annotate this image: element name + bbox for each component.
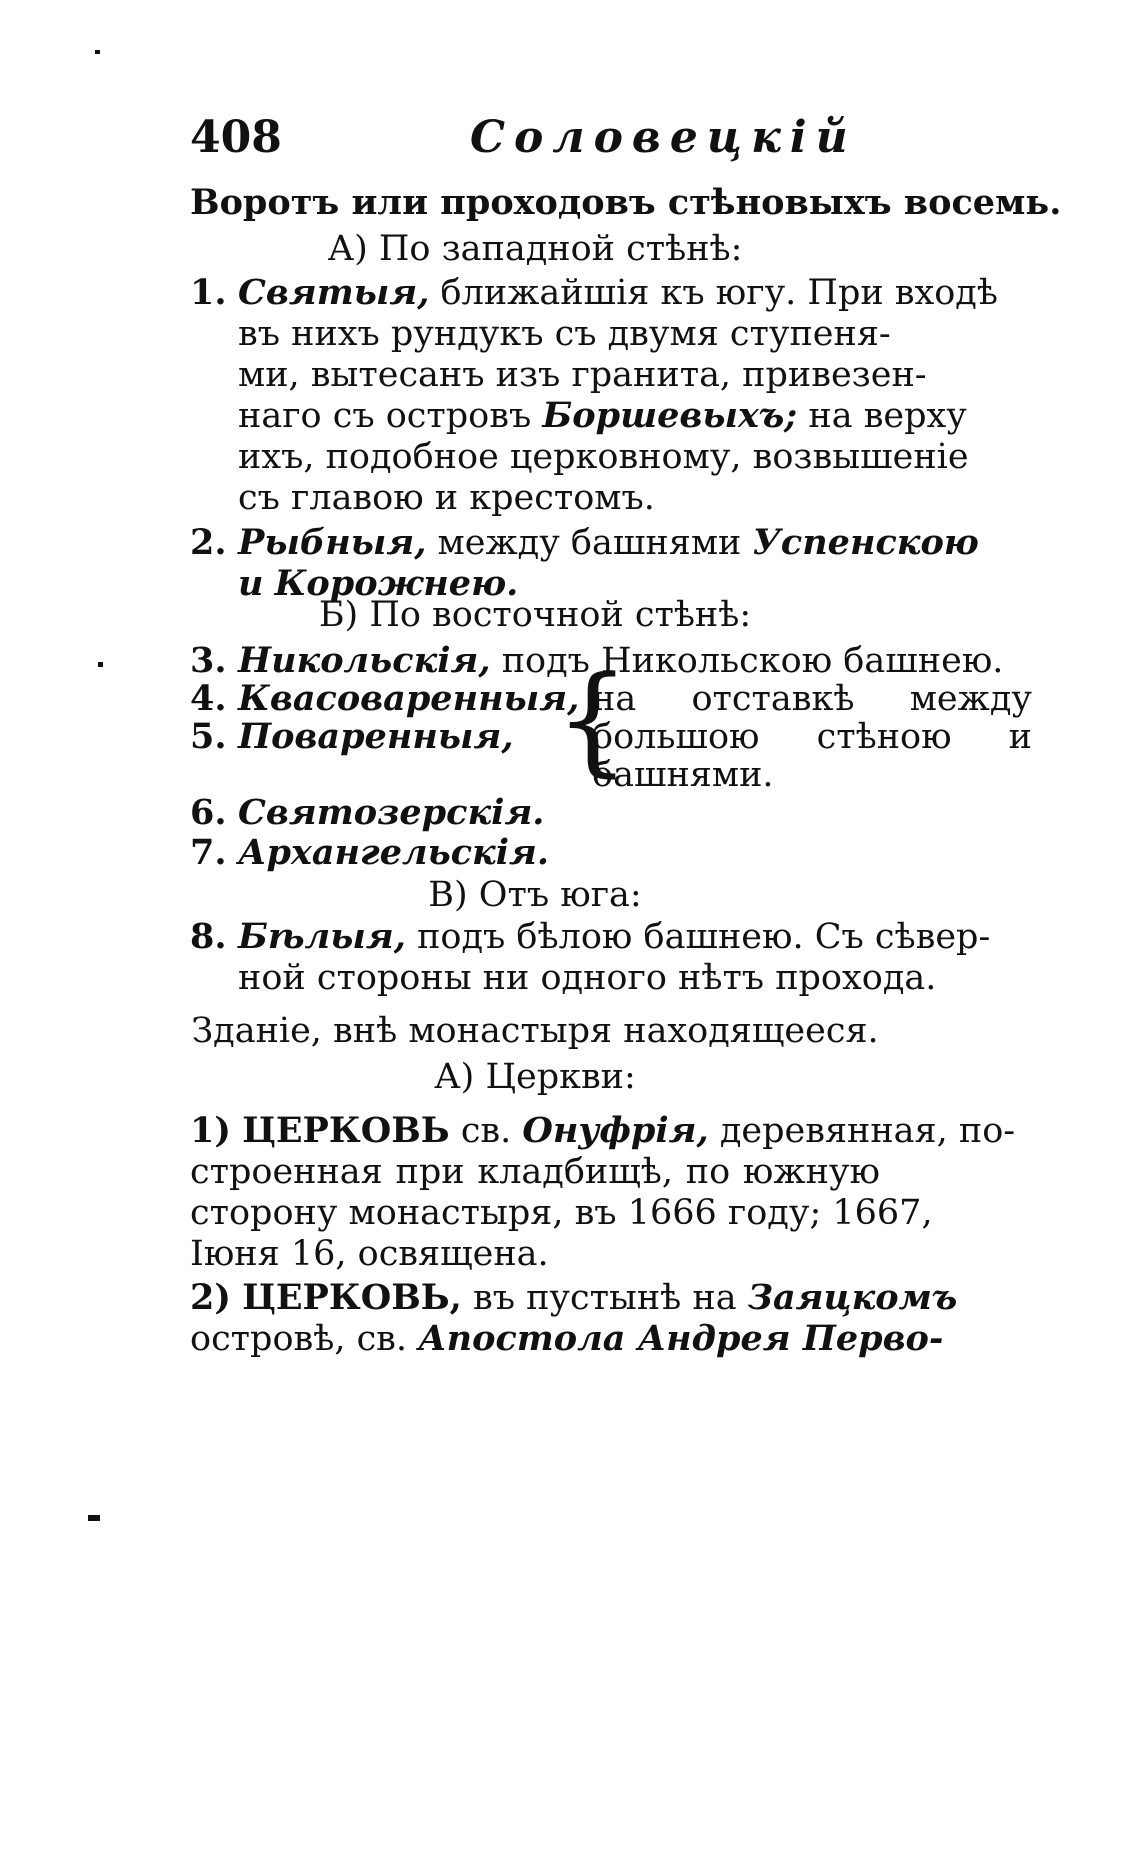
item-number: 4. xyxy=(190,678,227,719)
item-text: ближайшiя къ югу. При входѣ xyxy=(440,273,998,313)
gate-name: Поваренныя, xyxy=(238,716,514,757)
item-text-line: ной стороны ни одного нѣтъ прохода. xyxy=(238,958,937,998)
item-text-line xyxy=(190,1316,944,1362)
building-heading: Зданiе, внѣ монастыря находящееся. xyxy=(191,1011,879,1051)
item-number: 5. xyxy=(190,716,227,757)
item-text-line: съ главою и крестомъ. xyxy=(238,478,655,518)
intro-line: Воротъ или проходовъ стѣновыхъ восемь. xyxy=(190,182,1062,223)
list-item xyxy=(190,830,880,876)
item-number: 1) xyxy=(190,1110,231,1151)
item-text-line xyxy=(190,393,967,439)
item-text-line: ихъ, подобное церковному, возвышенiе xyxy=(238,437,969,477)
item-text: и xyxy=(238,563,264,604)
page-number: 408 xyxy=(190,112,282,163)
gate-name: Бѣлыя, xyxy=(238,916,406,957)
running-header xyxy=(190,112,930,172)
island-name: Заяцкомъ xyxy=(747,1277,958,1318)
gate-name: Никольскiя, xyxy=(238,640,491,681)
item-text: подъ Никольскою башнею. xyxy=(501,641,1004,681)
brace-note-line: большою стѣною и xyxy=(592,717,1032,757)
margin-arrow-bottom xyxy=(88,1515,100,1521)
item-text: св. xyxy=(460,1111,512,1151)
section-a-heading: А) По западной стѣнѣ: xyxy=(327,229,743,269)
section-b-heading: Б) По восточной стѣнѣ: xyxy=(318,595,752,635)
item-text-line: ми, вытесанъ изъ гранита, привезен- xyxy=(238,355,927,395)
item-text: между башнями xyxy=(437,523,742,563)
item-number: 3. xyxy=(190,640,227,681)
item-text: островѣ, св. xyxy=(190,1319,408,1359)
list-item xyxy=(190,914,991,960)
apostle-name: Апостола Андрея Перво- xyxy=(418,1318,944,1359)
list-item xyxy=(190,270,998,316)
church-title: ЦЕРКОВЬ, xyxy=(242,1277,462,1318)
item-text: деревянная, по- xyxy=(719,1111,1016,1151)
item-text: въ пустынѣ на xyxy=(473,1278,737,1318)
brace-note-line: башнями. xyxy=(592,755,774,795)
item-text: наго съ островъ xyxy=(238,396,532,436)
item-number: 6. xyxy=(190,792,227,833)
item-number: 2) xyxy=(190,1277,231,1318)
place-name: Боршевыхъ; xyxy=(542,395,798,436)
item-text-line: Iюня 16, освящена. xyxy=(190,1234,549,1274)
gate-name: Святыя, xyxy=(238,272,430,313)
item-number: 8. xyxy=(190,916,227,957)
item-text-line: строенная при кладбищѣ, по южную xyxy=(190,1152,880,1192)
section-c-heading: В) Отъ юга: xyxy=(428,875,642,915)
tower-name: Успенскою xyxy=(752,522,979,563)
gate-name: Рыбныя, xyxy=(238,522,427,563)
item-text: подъ бѣлою башнею. Съ сѣвер- xyxy=(417,917,991,957)
saint-name: Онуфрiя, xyxy=(522,1110,709,1151)
gate-name: Квасоваренныя, xyxy=(238,678,580,719)
item-text-line: въ нихъ рундукъ съ двумя ступеня- xyxy=(238,314,891,354)
tower-name: Корожнею. xyxy=(274,563,519,604)
list-item xyxy=(190,520,979,566)
item-number: 7. xyxy=(190,832,227,873)
curly-brace: { xyxy=(555,650,631,788)
margin-dot-middle xyxy=(98,662,103,667)
brace-note-line: на отставкѣ между xyxy=(592,679,1032,719)
list-item xyxy=(190,714,514,760)
gate-name: Архангельскiя. xyxy=(238,832,550,873)
item-number: 2. xyxy=(190,522,227,563)
running-title: Соловецкiй xyxy=(470,112,857,163)
list-item xyxy=(190,1275,958,1321)
item-number: 1. xyxy=(190,272,227,313)
church-title: ЦЕРКОВЬ xyxy=(242,1110,450,1151)
list-item xyxy=(190,1108,1016,1154)
gate-name: Святозерскiя. xyxy=(238,792,545,833)
item-text: на верху xyxy=(808,396,967,436)
item-text-line: сторону монастыря, въ 1666 году; 1667, xyxy=(190,1193,933,1233)
churches-heading: А) Церкви: xyxy=(434,1057,636,1097)
margin-dot-top xyxy=(95,50,100,54)
